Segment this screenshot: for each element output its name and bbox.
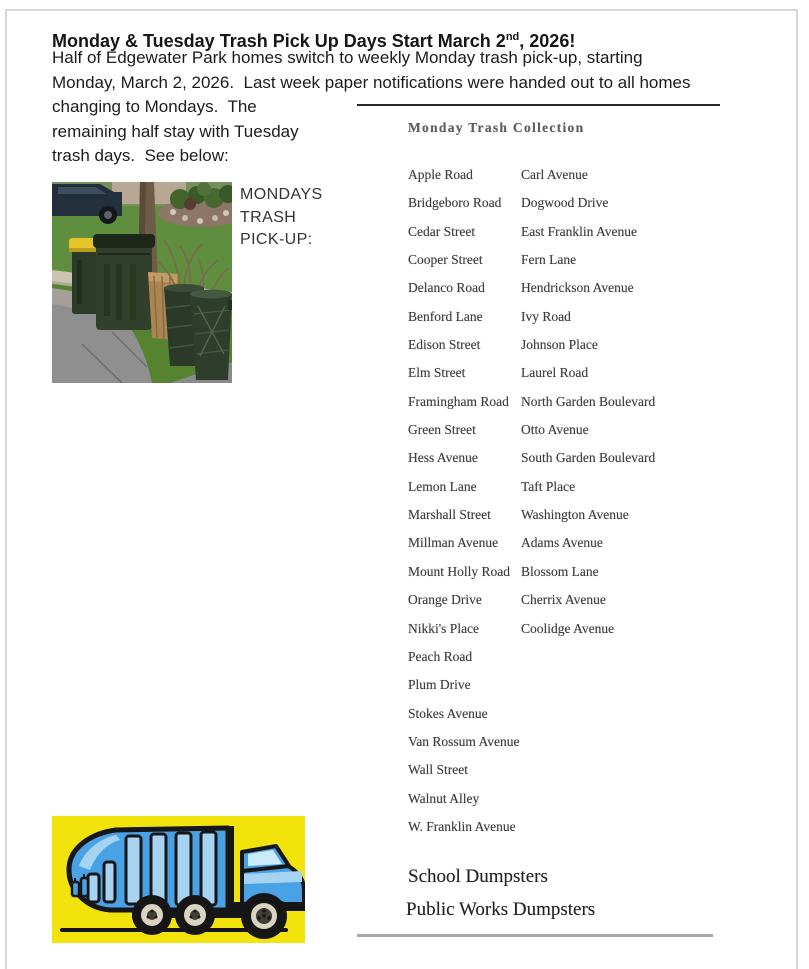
street-name-left: Bridgeboro Road <box>408 195 502 211</box>
street-name-right: Laurel Road <box>521 365 589 381</box>
mondays-label-line: TRASH <box>240 208 297 226</box>
street-name-right: Johnson Place <box>521 337 598 353</box>
street-name-left: Wall Street <box>408 762 469 778</box>
dumpsters-line: Public Works Dumpsters <box>406 899 596 920</box>
street-name-right: Cherrix Avenue <box>521 592 606 608</box>
street-row <box>408 479 798 507</box>
dumpsters-line: School Dumpsters <box>408 866 548 887</box>
page-title-tail: , 2026! <box>519 31 576 52</box>
street-row <box>408 167 798 195</box>
street-name-right: Coolidge Avenue <box>521 620 615 636</box>
intro-paragraph <box>52 46 691 169</box>
street-name-right: Fern Lane <box>521 252 577 268</box>
street-name-left: Stokes Avenue <box>408 705 488 721</box>
intro-line: trash days. See below: <box>52 146 229 166</box>
mondays-trash-pickup-label <box>240 184 323 252</box>
mondays-label-line: MONDAYS <box>240 186 323 203</box>
street-name-right: Taft Place <box>521 478 576 494</box>
street-name-left: Edison Street <box>408 337 481 353</box>
street-row <box>408 450 798 478</box>
street-name-right: Hendrickson Avenue <box>521 280 634 296</box>
street-name-left: Benford Lane <box>408 308 483 324</box>
street-row <box>408 706 798 734</box>
page-title-superscript: nd <box>505 31 520 44</box>
street-row <box>408 422 798 450</box>
street-name-right: North Garden Boulevard <box>521 393 656 409</box>
street-row <box>408 564 798 592</box>
intro-line: remaining half stay with Tuesday <box>52 121 299 141</box>
street-name-left: Orange Drive <box>408 592 482 608</box>
street-name-left: Walnut Alley <box>408 790 480 806</box>
street-name-right: Adams Avenue <box>521 535 603 551</box>
street-name-right: East Franklin Avenue <box>521 223 637 239</box>
street-name-left: Cooper Street <box>408 252 483 268</box>
street-row <box>408 791 798 819</box>
street-name-left: Framingham Road <box>408 393 509 409</box>
street-name-left: Plum Drive <box>408 677 471 693</box>
street-name-left: Mount Holly Road <box>408 563 511 579</box>
street-name-left: Millman Avenue <box>408 535 499 551</box>
street-row <box>408 677 798 705</box>
street-name-left: Nikki's Place <box>408 620 480 636</box>
street-name-right: Washington Avenue <box>521 507 629 523</box>
street-name-left: Hess Avenue <box>408 450 478 466</box>
scan-bottom-rule <box>357 934 713 937</box>
street-row <box>408 365 798 393</box>
street-row <box>408 649 798 677</box>
intro-line: Monday, March 2, 2026. Last week paper notifications were handed out to all homes <box>52 72 691 92</box>
street-name-left: Elm Street <box>408 365 466 381</box>
street-name-right: Carl Avenue <box>521 167 588 182</box>
street-row <box>408 394 798 422</box>
street-name-right: Dogwood Drive <box>521 195 609 211</box>
street-name-left: Van Rossum Avenue <box>408 733 520 749</box>
trash-cans-photo <box>52 182 232 383</box>
street-row <box>408 507 798 535</box>
page-title-main: Monday & Tuesday Trash Pick Up Days Start March 2 <box>52 31 506 52</box>
street-name-right: Otto Avenue <box>521 422 589 438</box>
mondays-label-line: PICK-UP: <box>240 231 313 248</box>
street-name-left: W. Franklin Avenue <box>408 818 516 834</box>
street-name-left: Cedar Street <box>408 223 476 239</box>
street-table <box>408 167 798 847</box>
street-row <box>408 195 798 223</box>
street-name-left: Delanco Road <box>408 280 485 296</box>
street-name-right: South Garden Boulevard <box>521 450 656 466</box>
street-row <box>408 762 798 790</box>
street-row <box>408 621 798 649</box>
street-name-left: Marshall Street <box>408 507 491 523</box>
street-name-left: Lemon Lane <box>408 478 477 494</box>
intro-line: changing to Mondays. The <box>52 97 257 117</box>
street-name-left: Green Street <box>408 422 476 438</box>
street-row <box>408 819 798 847</box>
street-row <box>408 252 798 280</box>
scan-heading: Monday Trash Collection <box>408 120 585 135</box>
street-row <box>408 535 798 563</box>
street-row <box>408 734 798 762</box>
street-name-right: Ivy Road <box>521 308 571 324</box>
street-row <box>408 309 798 337</box>
street-row <box>408 337 798 365</box>
garbage-truck-image <box>52 816 305 943</box>
street-row <box>408 224 798 252</box>
street-name-left: Peach Road <box>408 648 473 664</box>
street-name-right: Blossom Lane <box>521 563 599 579</box>
intro-line: Half of Edgewater Park homes switch to weekly Monday trash pick-up, starting <box>52 48 643 67</box>
street-name-left: Apple Road <box>408 167 473 182</box>
street-row <box>408 592 798 620</box>
street-row <box>408 280 798 308</box>
scan-top-rule <box>357 104 720 106</box>
